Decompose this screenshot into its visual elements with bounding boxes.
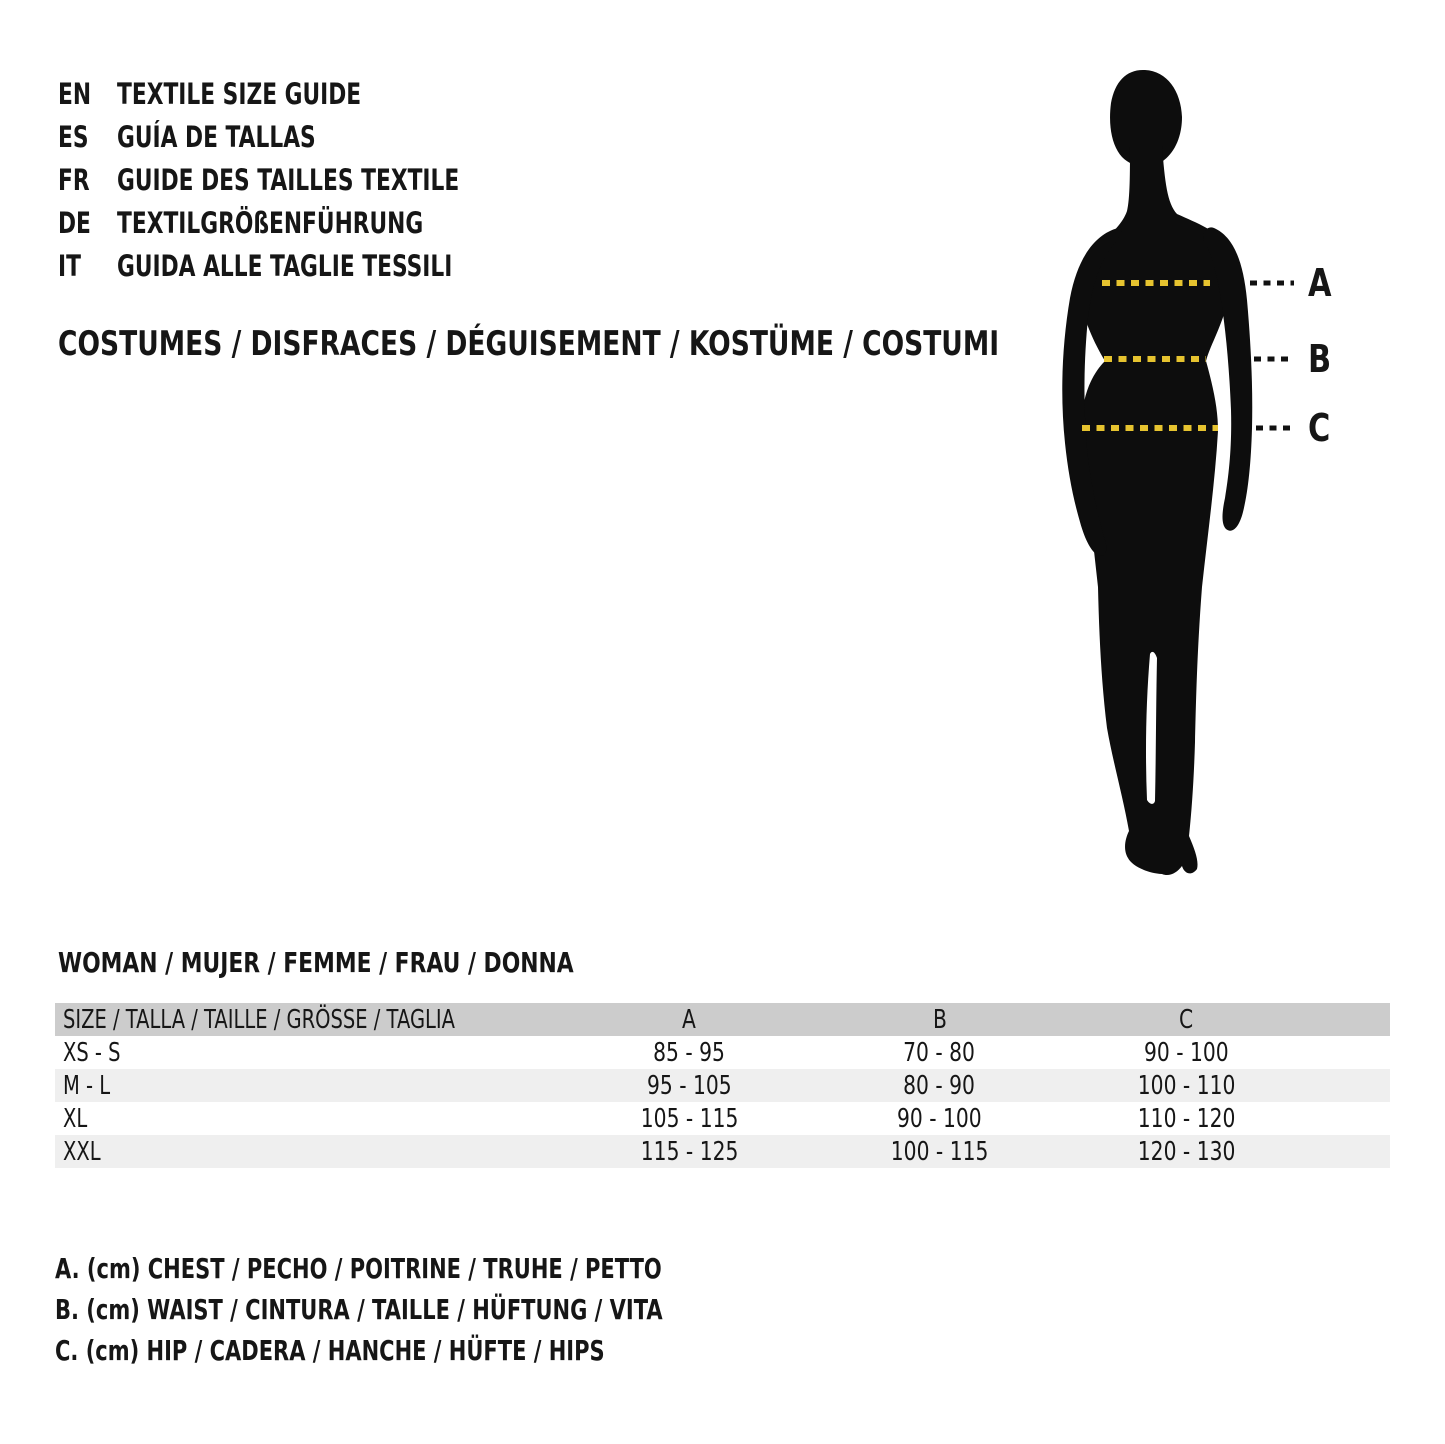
column-header-c: C [1179,1004,1194,1035]
list-item [58,201,573,244]
value-cell-a: 95 - 105 [646,1070,732,1101]
language-code: FR [58,162,90,197]
measure-label-b: B [1308,337,1332,381]
list-item [58,244,573,287]
size-header-label: SIZE / TALLA / TAILLE / GRÖSSE / TAGLIA [63,1004,456,1035]
column-header-b: B [932,1004,947,1035]
legend-item-waist: B. (cm) WAIST / CINTURA / TAILLE / HÜFTUNG / VITA [55,1293,663,1326]
measurement-figure [1020,60,1440,900]
size-cell: XL [63,1103,88,1134]
size-cell: XXL [63,1136,101,1167]
table-row [55,1102,1390,1135]
list-item [58,158,573,201]
size-cell: M - L [63,1070,111,1101]
language-code: EN [58,76,92,111]
value-cell-a: 105 - 115 [640,1103,738,1134]
language-list [58,72,573,287]
category-line: COSTUMES / DISFRACES / DÉGUISEMENT / KOSTÜME / COSTUMI [58,324,1000,364]
measure-label-c: C [1308,406,1331,450]
table-header-row [55,1003,1390,1036]
language-title: GUÍA DE TALLAS [117,119,316,154]
table-row [55,1135,1390,1168]
measure-legend [55,1248,865,1371]
language-code: DE [58,205,91,240]
table-row [55,1069,1390,1102]
measure-label-a: A [1308,261,1332,305]
language-code: ES [58,119,89,154]
language-title: GUIDE DES TAILLES TEXTILE [117,162,460,197]
value-cell-c: 120 - 130 [1137,1136,1236,1167]
language-title: TEXTILE SIZE GUIDE [117,76,362,111]
language-title: GUIDA ALLE TAGLIE TESSILI [117,248,453,283]
legend-item-hip: C. (cm) HIP / CADERA / HANCHE / HÜFTE / HIPS [55,1334,605,1367]
section-title: WOMAN / MUJER / FEMME / FRAU / DONNA [58,946,574,979]
size-table [55,1003,1390,1168]
value-cell-b: 70 - 80 [903,1037,976,1068]
list-item [58,72,573,115]
list-item [58,115,573,158]
legend-item-chest: A. (cm) CHEST / PECHO / POITRINE / TRUHE / PETTO [55,1252,662,1285]
language-code: IT [58,248,81,283]
value-cell-a: 115 - 125 [640,1136,738,1167]
size-cell: XS - S [63,1037,121,1068]
column-header-a: A [682,1004,697,1035]
value-cell-b: 80 - 90 [903,1070,976,1101]
value-cell-b: 90 - 100 [897,1103,982,1134]
value-cell-b: 100 - 115 [890,1136,989,1167]
value-cell-c: 110 - 120 [1137,1103,1236,1134]
value-cell-c: 100 - 110 [1137,1070,1236,1101]
table-row [55,1036,1390,1069]
value-cell-a: 85 - 95 [653,1037,726,1068]
woman-silhouette [1020,60,1420,900]
value-cell-c: 90 - 100 [1144,1037,1229,1068]
language-title: TEXTILGRÖßENFÜHRUNG [117,205,424,240]
